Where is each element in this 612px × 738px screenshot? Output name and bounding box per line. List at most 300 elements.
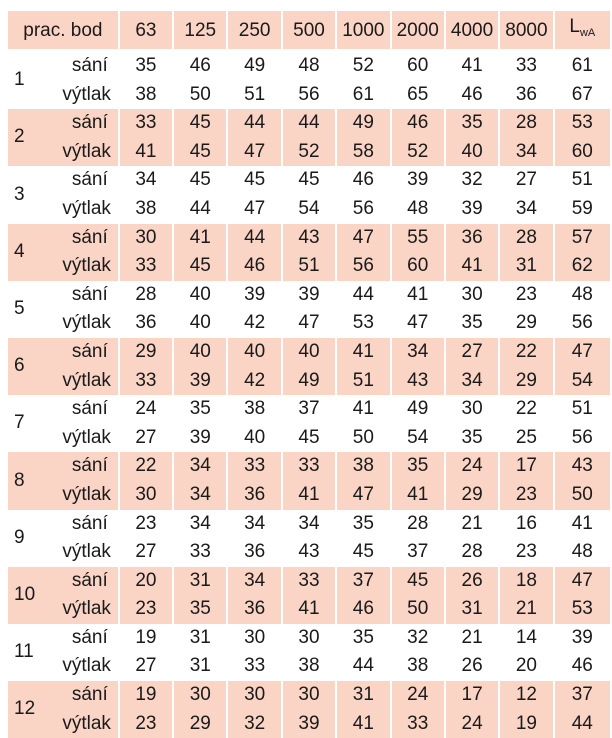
band-value: 22	[498, 338, 552, 367]
band-value: 34	[498, 138, 552, 167]
band-value: 29	[498, 367, 552, 396]
lwa-value: 56	[553, 309, 610, 338]
lwa-value: 39	[553, 624, 610, 653]
mode-suction-label: sání	[62, 452, 117, 481]
band-value: 47	[226, 138, 280, 167]
lwa-value: 54	[553, 367, 610, 396]
lwa-value: 51	[553, 166, 610, 195]
band-value: 31	[335, 681, 389, 710]
band-value: 21	[498, 595, 552, 624]
band-value: 21	[444, 510, 498, 539]
table-row	[8, 309, 610, 338]
band-value: 35	[335, 624, 389, 653]
band-value: 24	[444, 710, 498, 738]
mode-discharge-label: výtlak	[62, 138, 117, 167]
header-freq-500: 500	[281, 11, 335, 49]
table-row	[8, 510, 610, 539]
band-value: 41	[335, 710, 389, 738]
point-group-12	[8, 681, 610, 738]
band-value: 60	[390, 52, 444, 81]
band-value: 38	[226, 395, 280, 424]
header-lwa-sub: wA	[579, 27, 596, 39]
mode-suction-label: sání	[62, 224, 117, 253]
band-value: 17	[498, 452, 552, 481]
band-value: 41	[281, 595, 335, 624]
band-value: 52	[335, 52, 389, 81]
band-value: 39	[226, 281, 280, 310]
point-group-6	[8, 338, 610, 395]
band-value: 40	[226, 424, 280, 453]
point-number: 5	[8, 281, 62, 338]
band-value: 50	[390, 595, 444, 624]
mode-suction-label: sání	[62, 624, 117, 653]
band-value: 51	[281, 252, 335, 281]
band-value: 23	[498, 481, 552, 510]
band-value: 37	[335, 567, 389, 596]
band-value: 30	[172, 681, 226, 710]
band-value: 38	[118, 81, 172, 110]
point-group-9	[8, 510, 610, 567]
band-value: 31	[444, 595, 498, 624]
band-value: 56	[335, 252, 389, 281]
band-value: 40	[172, 281, 226, 310]
band-value: 47	[335, 224, 389, 253]
band-value: 28	[390, 510, 444, 539]
band-value: 41	[390, 281, 444, 310]
band-value: 23	[498, 281, 552, 310]
band-value: 33	[281, 567, 335, 596]
band-value: 30	[281, 624, 335, 653]
point-group-4	[8, 224, 610, 281]
band-value: 34	[498, 195, 552, 224]
header-lwa-main: L	[569, 16, 580, 37]
band-value: 37	[390, 538, 444, 567]
band-value: 36	[498, 81, 552, 110]
band-value: 23	[118, 510, 172, 539]
band-value: 40	[226, 338, 280, 367]
band-value: 36	[226, 595, 280, 624]
band-value: 27	[118, 538, 172, 567]
table-row	[8, 166, 610, 195]
header-freq-1000: 1000	[335, 11, 389, 49]
band-value: 46	[444, 81, 498, 110]
band-value: 49	[390, 395, 444, 424]
band-value: 38	[390, 652, 444, 681]
band-value: 38	[335, 452, 389, 481]
band-value: 27	[498, 166, 552, 195]
band-value: 30	[444, 281, 498, 310]
table-row	[8, 624, 610, 653]
band-value: 22	[498, 395, 552, 424]
band-value: 23	[118, 710, 172, 738]
band-value: 31	[172, 567, 226, 596]
band-value: 18	[498, 567, 552, 596]
point-group-5	[8, 281, 610, 338]
mode-discharge-label: výtlak	[62, 195, 117, 224]
band-value: 39	[281, 281, 335, 310]
lwa-value: 37	[553, 681, 610, 710]
table-row	[8, 81, 610, 110]
band-value: 41	[444, 52, 498, 81]
band-value: 40	[444, 138, 498, 167]
band-value: 35	[172, 395, 226, 424]
point-group-3	[8, 166, 610, 223]
band-value: 28	[498, 109, 552, 138]
band-value: 38	[281, 652, 335, 681]
lwa-value: 41	[553, 510, 610, 539]
band-value: 35	[335, 510, 389, 539]
band-value: 54	[390, 424, 444, 453]
mode-discharge-label: výtlak	[62, 309, 117, 338]
header-freq-250: 250	[226, 11, 280, 49]
band-value: 32	[444, 166, 498, 195]
band-value: 48	[281, 52, 335, 81]
table-row	[8, 367, 610, 396]
band-value: 32	[226, 710, 280, 738]
band-value: 40	[172, 338, 226, 367]
lwa-value: 48	[553, 281, 610, 310]
band-value: 61	[335, 81, 389, 110]
lwa-value: 44	[553, 710, 610, 738]
band-value: 39	[172, 367, 226, 396]
point-number: 6	[8, 338, 62, 395]
mode-discharge-label: výtlak	[62, 481, 117, 510]
lwa-value: 53	[553, 595, 610, 624]
table-row	[8, 395, 610, 424]
band-value: 24	[390, 681, 444, 710]
band-value: 47	[335, 481, 389, 510]
band-value: 41	[281, 481, 335, 510]
header-freq-125: 125	[172, 11, 226, 49]
band-value: 40	[172, 309, 226, 338]
band-value: 36	[226, 481, 280, 510]
band-value: 46	[390, 109, 444, 138]
band-value: 36	[444, 224, 498, 253]
band-value: 35	[444, 424, 498, 453]
band-value: 30	[281, 681, 335, 710]
band-value: 35	[172, 595, 226, 624]
lwa-value: 51	[553, 395, 610, 424]
mode-discharge-label: výtlak	[62, 81, 117, 110]
band-value: 28	[118, 281, 172, 310]
mode-discharge-label: výtlak	[62, 652, 117, 681]
table-row	[8, 338, 610, 367]
mode-discharge-label: výtlak	[62, 595, 117, 624]
band-value: 39	[390, 166, 444, 195]
band-value: 43	[281, 224, 335, 253]
lwa-value: 67	[553, 81, 610, 110]
band-value: 45	[226, 166, 280, 195]
band-value: 41	[335, 395, 389, 424]
band-value: 45	[281, 424, 335, 453]
band-value: 42	[226, 309, 280, 338]
band-value: 38	[118, 195, 172, 224]
band-value: 34	[281, 510, 335, 539]
point-number: 4	[8, 224, 62, 281]
mode-suction-label: sání	[62, 681, 117, 710]
band-value: 16	[498, 510, 552, 539]
band-value: 45	[281, 166, 335, 195]
band-value: 45	[390, 567, 444, 596]
band-value: 42	[226, 367, 280, 396]
band-value: 12	[498, 681, 552, 710]
band-value: 34	[172, 481, 226, 510]
mode-suction-label: sání	[62, 567, 117, 596]
band-value: 34	[390, 338, 444, 367]
band-value: 41	[335, 338, 389, 367]
band-value: 65	[390, 81, 444, 110]
band-value: 41	[390, 481, 444, 510]
mode-suction-label: sání	[62, 281, 117, 310]
mode-suction-label: sání	[62, 395, 117, 424]
table-row	[8, 424, 610, 453]
header-row	[8, 11, 610, 49]
band-value: 43	[281, 538, 335, 567]
band-value: 39	[444, 195, 498, 224]
point-group-11	[8, 624, 610, 681]
table-row	[8, 52, 610, 81]
band-value: 19	[118, 624, 172, 653]
point-group-2	[8, 109, 610, 166]
band-value: 32	[390, 624, 444, 653]
lwa-value: 61	[553, 52, 610, 81]
table-row	[8, 595, 610, 624]
header-freq-8000: 8000	[498, 11, 552, 49]
point-number: 11	[8, 624, 62, 681]
band-value: 51	[226, 81, 280, 110]
band-value: 48	[390, 195, 444, 224]
band-value: 30	[226, 624, 280, 653]
lwa-value: 62	[553, 252, 610, 281]
header-freq-2000: 2000	[390, 11, 444, 49]
band-value: 14	[498, 624, 552, 653]
band-value: 58	[335, 138, 389, 167]
table-row	[8, 567, 610, 596]
mode-discharge-label: výtlak	[62, 538, 117, 567]
band-value: 29	[444, 481, 498, 510]
band-value: 44	[281, 109, 335, 138]
point-group-1	[8, 52, 610, 109]
band-value: 39	[281, 710, 335, 738]
band-value: 36	[226, 538, 280, 567]
band-value: 29	[172, 710, 226, 738]
band-value: 52	[390, 138, 444, 167]
table-row	[8, 710, 610, 738]
band-value: 44	[335, 281, 389, 310]
band-value: 24	[444, 452, 498, 481]
band-value: 20	[118, 567, 172, 596]
mode-suction-label: sání	[62, 109, 117, 138]
table-row	[8, 538, 610, 567]
band-value: 27	[444, 338, 498, 367]
band-value: 28	[498, 224, 552, 253]
band-value: 56	[335, 195, 389, 224]
band-value: 37	[281, 395, 335, 424]
band-value: 41	[118, 138, 172, 167]
band-value: 26	[444, 652, 498, 681]
lwa-value: 60	[553, 138, 610, 167]
band-value: 19	[118, 681, 172, 710]
band-value: 34	[226, 510, 280, 539]
table-row	[8, 452, 610, 481]
lwa-value: 46	[553, 652, 610, 681]
lwa-value: 53	[553, 109, 610, 138]
mode-suction-label: sání	[62, 338, 117, 367]
band-value: 33	[118, 367, 172, 396]
point-group-7	[8, 395, 610, 452]
point-group-10	[8, 567, 610, 624]
band-value: 34	[226, 567, 280, 596]
band-value: 31	[498, 252, 552, 281]
table-row	[8, 652, 610, 681]
lwa-value: 48	[553, 538, 610, 567]
lwa-value: 47	[553, 567, 610, 596]
lwa-value: 43	[553, 452, 610, 481]
band-value: 33	[172, 538, 226, 567]
band-value: 44	[335, 652, 389, 681]
band-value: 23	[498, 538, 552, 567]
band-value: 33	[118, 252, 172, 281]
mode-suction-label: sání	[62, 510, 117, 539]
point-group-8	[8, 452, 610, 509]
band-value: 44	[226, 224, 280, 253]
table-row	[8, 281, 610, 310]
band-value: 29	[498, 309, 552, 338]
mode-suction-label: sání	[62, 166, 117, 195]
band-value: 34	[118, 166, 172, 195]
band-value: 28	[444, 538, 498, 567]
mode-discharge-label: výtlak	[62, 367, 117, 396]
band-value: 49	[226, 52, 280, 81]
table-row	[8, 224, 610, 253]
mode-discharge-label: výtlak	[62, 424, 117, 453]
point-number: 3	[8, 166, 62, 223]
band-value: 25	[498, 424, 552, 453]
band-value: 29	[118, 338, 172, 367]
band-value: 20	[498, 652, 552, 681]
point-number: 12	[8, 681, 62, 738]
lwa-value: 59	[553, 195, 610, 224]
point-number: 2	[8, 109, 62, 166]
band-value: 30	[444, 395, 498, 424]
table-row	[8, 252, 610, 281]
band-value: 45	[172, 138, 226, 167]
band-value: 47	[226, 195, 280, 224]
band-value: 40	[281, 338, 335, 367]
band-value: 22	[118, 452, 172, 481]
header-lwa	[553, 11, 610, 49]
band-value: 44	[226, 109, 280, 138]
lwa-value: 47	[553, 338, 610, 367]
band-value: 33	[226, 452, 280, 481]
band-value: 19	[498, 710, 552, 738]
band-value: 39	[172, 424, 226, 453]
band-value: 35	[444, 309, 498, 338]
band-value: 55	[390, 224, 444, 253]
band-value: 46	[226, 252, 280, 281]
mode-discharge-label: výtlak	[62, 252, 117, 281]
band-value: 31	[172, 624, 226, 653]
band-value: 54	[281, 195, 335, 224]
band-value: 34	[444, 367, 498, 396]
band-value: 43	[390, 367, 444, 396]
point-number: 1	[8, 52, 62, 109]
table-row	[8, 195, 610, 224]
band-value: 52	[281, 138, 335, 167]
band-value: 36	[118, 309, 172, 338]
band-value: 33	[498, 52, 552, 81]
band-value: 27	[118, 424, 172, 453]
band-value: 17	[444, 681, 498, 710]
band-value: 30	[118, 224, 172, 253]
point-number: 8	[8, 452, 62, 509]
band-value: 49	[335, 109, 389, 138]
band-value: 35	[390, 452, 444, 481]
band-value: 24	[118, 395, 172, 424]
table-row	[8, 109, 610, 138]
header-point: prac. bod	[8, 11, 118, 49]
band-value: 30	[118, 481, 172, 510]
band-value: 33	[226, 652, 280, 681]
band-value: 35	[444, 109, 498, 138]
table-row	[8, 681, 610, 710]
band-value: 53	[335, 309, 389, 338]
band-value: 47	[281, 309, 335, 338]
band-value: 50	[172, 81, 226, 110]
mode-discharge-label: výtlak	[62, 710, 117, 738]
band-value: 60	[390, 252, 444, 281]
table-row	[8, 481, 610, 510]
band-value: 33	[390, 710, 444, 738]
band-value: 45	[172, 252, 226, 281]
band-value: 49	[281, 367, 335, 396]
band-value: 33	[281, 452, 335, 481]
point-number: 10	[8, 567, 62, 624]
mode-suction-label: sání	[62, 52, 117, 81]
band-value: 33	[118, 109, 172, 138]
band-value: 50	[335, 424, 389, 453]
band-value: 23	[118, 595, 172, 624]
lwa-value: 56	[553, 424, 610, 453]
band-value: 45	[335, 538, 389, 567]
band-value: 46	[172, 52, 226, 81]
band-value: 34	[172, 510, 226, 539]
table-row	[8, 138, 610, 167]
noise-level-table	[8, 11, 610, 738]
header-freq-4000: 4000	[444, 11, 498, 49]
band-value: 34	[172, 452, 226, 481]
band-value: 45	[172, 109, 226, 138]
band-value: 35	[118, 52, 172, 81]
band-value: 46	[335, 595, 389, 624]
band-value: 44	[172, 195, 226, 224]
band-value: 47	[390, 309, 444, 338]
point-number: 7	[8, 395, 62, 452]
band-value: 56	[281, 81, 335, 110]
lwa-value: 50	[553, 481, 610, 510]
point-number: 9	[8, 510, 62, 567]
band-value: 46	[335, 166, 389, 195]
band-value: 27	[118, 652, 172, 681]
band-value: 26	[444, 567, 498, 596]
band-value: 41	[444, 252, 498, 281]
band-value: 30	[226, 681, 280, 710]
band-value: 41	[172, 224, 226, 253]
lwa-value: 57	[553, 224, 610, 253]
band-value: 45	[172, 166, 226, 195]
band-value: 31	[172, 652, 226, 681]
band-value: 51	[335, 367, 389, 396]
